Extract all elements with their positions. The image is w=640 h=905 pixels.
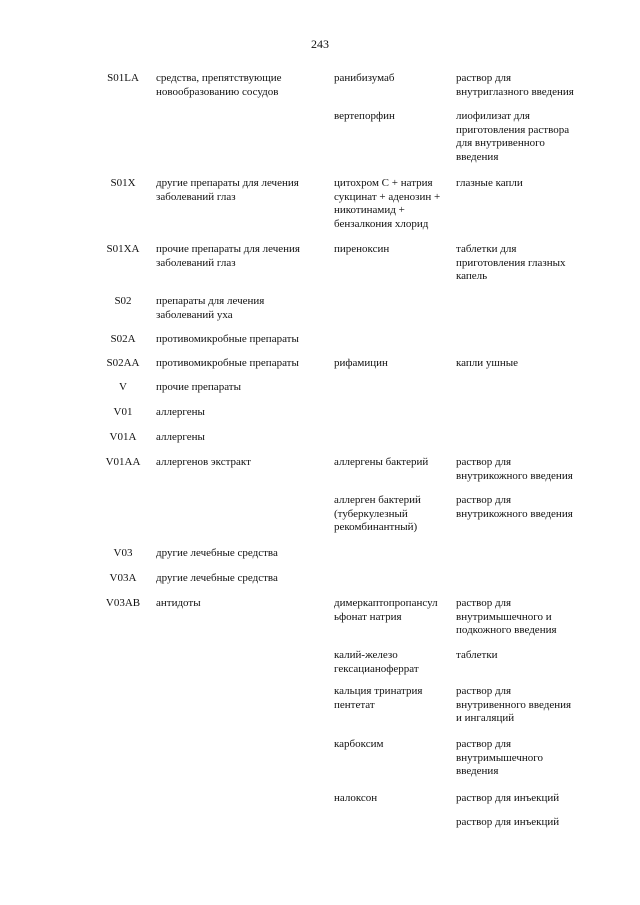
atc-code: V xyxy=(119,381,127,393)
dosage-form xyxy=(452,295,606,333)
dosage-form: раствор для внутривенного введения и ингаляций xyxy=(456,685,572,724)
drug-name: кальция тринатрия пентетат xyxy=(334,685,423,711)
table-row xyxy=(90,456,610,494)
table-row xyxy=(90,792,610,816)
table-row xyxy=(90,572,610,597)
atc-code xyxy=(90,110,156,177)
atc-code xyxy=(90,649,156,685)
table-row xyxy=(90,547,610,572)
group-name: средства, препятствующие новообразованию сосудов xyxy=(156,72,282,98)
group-name: противомикробные препараты xyxy=(156,357,299,369)
table-row xyxy=(90,494,610,547)
dosage-form xyxy=(452,333,606,357)
drug-name: карбоксим xyxy=(334,738,384,750)
drug-name xyxy=(330,295,452,333)
table-row xyxy=(90,431,610,456)
drug-name: пиреноксин xyxy=(334,243,390,255)
table-row xyxy=(90,333,610,357)
dosage-form: раствор для внутримышечного введения xyxy=(456,738,543,777)
table-row xyxy=(90,72,610,110)
group-name xyxy=(156,685,330,738)
dosage-form xyxy=(452,406,606,431)
page-number: 243 xyxy=(311,37,329,51)
group-name: противомикробные препараты xyxy=(156,333,299,345)
atc-code: V03AB xyxy=(105,597,141,609)
table-row xyxy=(90,110,610,177)
dosage-form: раствор для внутримышечного и подкожного введения xyxy=(456,597,557,636)
atc-code: V01 xyxy=(113,406,133,418)
table-row xyxy=(90,816,610,840)
dosage-form: глазные капли xyxy=(456,177,523,189)
dosage-form: таблетки xyxy=(456,649,498,661)
group-name xyxy=(156,494,330,547)
atc-code xyxy=(90,685,156,738)
group-name: антидоты xyxy=(156,597,201,609)
atc-code: S01XA xyxy=(106,243,140,255)
drug-name: рифамицин xyxy=(334,357,388,369)
drug-name xyxy=(330,816,452,840)
atc-code: S02A xyxy=(110,333,136,345)
drug-name: ранибизумаб xyxy=(334,72,395,84)
dosage-form xyxy=(452,381,606,406)
drug-name: димеркаптопропансул ьфонат натрия xyxy=(334,597,438,623)
drug-name: вертепорфин xyxy=(334,110,395,122)
dosage-form xyxy=(452,547,606,572)
table-row xyxy=(90,685,610,738)
group-name xyxy=(156,738,330,792)
atc-code: V03A xyxy=(109,572,137,584)
atc-code xyxy=(90,494,156,547)
drug-name xyxy=(330,431,452,456)
atc-code: S01LA xyxy=(107,72,139,84)
group-name: аллергены xyxy=(156,406,205,418)
dosage-form: лиофилизат для приготовления раствора для внутривенного введения xyxy=(456,110,570,163)
dosage-form: раствор для внутриглазного введения xyxy=(456,72,574,98)
group-name: другие лечебные средства xyxy=(156,547,278,559)
group-name xyxy=(156,649,330,685)
table-row xyxy=(90,738,610,792)
drug-name xyxy=(330,381,452,406)
atc-code: S02 xyxy=(114,295,132,307)
drug-name xyxy=(330,333,452,357)
group-name: другие препараты для лечения заболеваний глаз xyxy=(156,177,299,203)
dosage-form: таблетки для приготовления глазных капель xyxy=(456,243,566,282)
group-name xyxy=(156,110,330,177)
group-name xyxy=(156,792,330,816)
table-row xyxy=(90,597,610,649)
group-name: прочие препараты для лечения заболеваний глаз xyxy=(156,243,300,269)
dosage-form xyxy=(452,572,606,597)
group-name: препараты для лечения заболеваний уха xyxy=(156,295,265,321)
table-row xyxy=(90,649,610,685)
atc-code xyxy=(90,816,156,840)
dosage-form xyxy=(452,431,606,456)
drug-classification-table xyxy=(90,72,610,840)
dosage-form: раствор для внутрикожного введения xyxy=(456,494,573,520)
group-name: аллергенов экстракт xyxy=(156,456,251,468)
drug-name: цитохром C + натрия сукцинат + аденозин + никотинамид + бензалкония хлорид xyxy=(334,177,441,230)
atc-code: S01X xyxy=(110,177,136,189)
drug-name: калий-железо гексацианоферрат xyxy=(334,649,419,675)
dosage-form: раствор для внутрикожного введения xyxy=(456,456,573,482)
table-row xyxy=(90,357,610,381)
atc-code xyxy=(90,738,156,792)
table-row xyxy=(90,295,610,333)
group-name: аллергены xyxy=(156,431,205,443)
drug-name xyxy=(330,547,452,572)
atc-code: V01A xyxy=(109,431,137,443)
group-name xyxy=(156,816,330,840)
atc-code: S02AA xyxy=(106,357,140,369)
dosage-form: раствор для инъекций xyxy=(456,792,560,804)
drug-name xyxy=(330,406,452,431)
atc-code: V01AA xyxy=(105,456,141,468)
table-row xyxy=(90,381,610,406)
table-row xyxy=(90,406,610,431)
dosage-form: раствор для инъекций xyxy=(456,816,560,828)
drug-name: налоксон xyxy=(334,792,378,804)
table-row xyxy=(90,177,610,243)
drug-name: аллерген бактерий (туберкулезный рекомбинантный) xyxy=(334,494,421,533)
atc-code: V03 xyxy=(113,547,133,559)
drug-name: аллергены бактерий xyxy=(334,456,429,468)
table-row xyxy=(90,243,610,295)
group-name: другие лечебные средства xyxy=(156,572,278,584)
drug-name xyxy=(330,572,452,597)
group-name: прочие препараты xyxy=(156,381,241,393)
atc-code xyxy=(90,792,156,816)
dosage-form: капли ушные xyxy=(456,357,519,369)
